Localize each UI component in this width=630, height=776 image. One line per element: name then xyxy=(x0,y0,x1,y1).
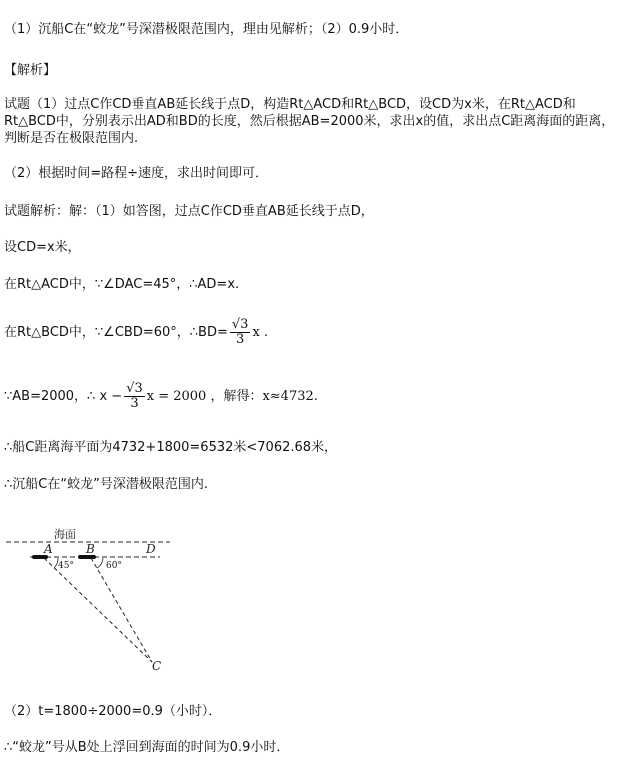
fraction-denominator: 3 xyxy=(130,396,139,411)
fraction-denominator: 3 xyxy=(236,332,245,347)
angle-arc-b xyxy=(97,558,103,568)
angle-label-b: 60° xyxy=(106,561,122,571)
bcd-line xyxy=(4,318,268,347)
set-cd-line: 设CD=x米， xyxy=(4,240,81,255)
line-ac xyxy=(44,558,152,662)
hint-paragraph-1: 试题（1）过点C作CD垂直AB延长线于点D，构造Rt△ACD和Rt△BCD，设CD为x米，在Rt△ACD和Rt△BCD中，分别表示出AD和BD的长度，然后根据AB=2000米，求出x的值，求出点C距离海面的距离，判断是否在极限范围内. xyxy=(4,97,615,146)
ab-equation-line xyxy=(4,382,318,411)
hint-paragraph-2: （2）根据时间=路程÷速度，求出时间即可． xyxy=(4,166,269,181)
conclusion-line-1: ∴沉船C在“蛟龙”号深潜极限范围内. xyxy=(4,477,208,492)
part2-line: （2）t=1800÷2000=0.9（小时）． xyxy=(4,704,222,719)
label-d: D xyxy=(146,542,156,556)
analysis-header: 【解析】 xyxy=(4,63,57,78)
answer-line: （1）沉船C在“蛟龙”号深潜极限范围内，理由见解析；（2）0.9小时． xyxy=(4,22,409,37)
fraction-numerator: √3 xyxy=(126,381,143,396)
sqrt3-over-3-fraction xyxy=(230,318,251,347)
solution-intro: 试题解析：解：（1）如答图，过点C作CD垂直AB延长线于点D， xyxy=(4,204,374,219)
ab-prefix: ∵AB=2000，∴ x − xyxy=(4,389,123,404)
ab-suffix: x = 2000 ，解得：x≈4732. xyxy=(146,389,318,404)
depth-line: ∴船C距离海平面为4732+1800=6532米<7062.68米， xyxy=(4,440,338,455)
label-b: B xyxy=(86,542,95,556)
sqrt3-over-3-fraction xyxy=(124,382,145,411)
bcd-suffix: x . xyxy=(252,325,269,340)
line-bc xyxy=(91,558,152,662)
angle-label-a: 45° xyxy=(58,561,74,571)
geometry-diagram xyxy=(0,524,180,674)
label-a: A xyxy=(44,542,53,556)
sea-label: 海面 xyxy=(54,528,76,541)
fraction-numerator: √3 xyxy=(231,317,249,332)
bcd-prefix: 在Rt△BCD中，∵∠CBD=60°，∴BD= xyxy=(4,325,228,340)
label-c: C xyxy=(152,659,162,673)
final-line: ∴“蛟龙”号从B处上浮回到海面的时间为0.9小时． xyxy=(4,740,290,755)
acd-line: 在Rt△ACD中，∵∠DAC=45°，∴AD=x. xyxy=(4,277,240,292)
